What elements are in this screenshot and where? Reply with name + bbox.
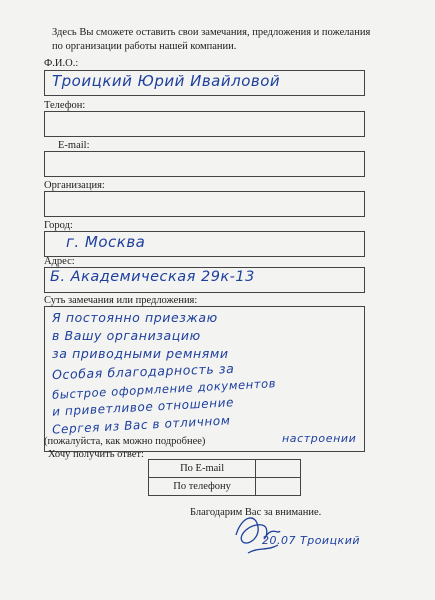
reply-checkbox-email[interactable] — [256, 460, 301, 478]
intro-text: Здесь Вы сможете оставить свои замечания, предложения и пожелания по организации работы нашей компании. — [52, 27, 371, 52]
comment-line: Особая благодарность за — [51, 360, 235, 383]
comment-line: Сергея из Вас в отличном — [51, 413, 231, 437]
fio-value: Троицкий Юрий Ивайловой — [52, 72, 281, 90]
city-value: г. Москва — [66, 233, 146, 251]
email-label: E-mail: — [58, 140, 90, 151]
org-label: Организация: — [44, 180, 105, 191]
comment-line: быстрое оформление документов — [51, 376, 277, 402]
reply-option-phone[interactable] — [149, 478, 301, 496]
comment-line: настроении — [282, 432, 357, 445]
signature — [228, 495, 368, 570]
email-field[interactable] — [44, 151, 365, 177]
address-value: Б. Академическая 29к-13 — [50, 269, 255, 285]
reply-option-label: По E-mail — [149, 460, 256, 478]
phone-field[interactable] — [44, 111, 365, 137]
reply-option-label: По телефону — [149, 478, 256, 496]
signature-text: 20.07 Троицкий — [262, 534, 360, 547]
thanks-text: Благодарим Вас за внимание. — [190, 507, 322, 518]
comment-line: и приветливое отношение — [51, 395, 235, 419]
comment-line: в Вашу организацию — [52, 328, 201, 343]
hint-text: (пожалуйста, как можно подробнее) — [44, 436, 206, 447]
org-field[interactable] — [44, 191, 365, 217]
address-label: Адрес: — [44, 256, 75, 267]
fio-label: Ф.И.О.: — [44, 58, 79, 69]
reply-label: Хочу получить ответ: — [48, 449, 144, 460]
comment-line: за приводными ремнями — [52, 346, 229, 361]
reply-option-email[interactable] — [149, 460, 301, 478]
reply-checkbox-phone[interactable] — [256, 478, 301, 496]
comment-line: Я постоянно приезжаю — [52, 310, 218, 325]
comment-label: Суть замечания или предложения: — [44, 295, 198, 306]
phone-label: Телефон: — [44, 100, 86, 111]
reply-options-table — [148, 459, 301, 496]
signature-scribble — [228, 495, 368, 565]
city-label: Город: — [44, 220, 73, 231]
